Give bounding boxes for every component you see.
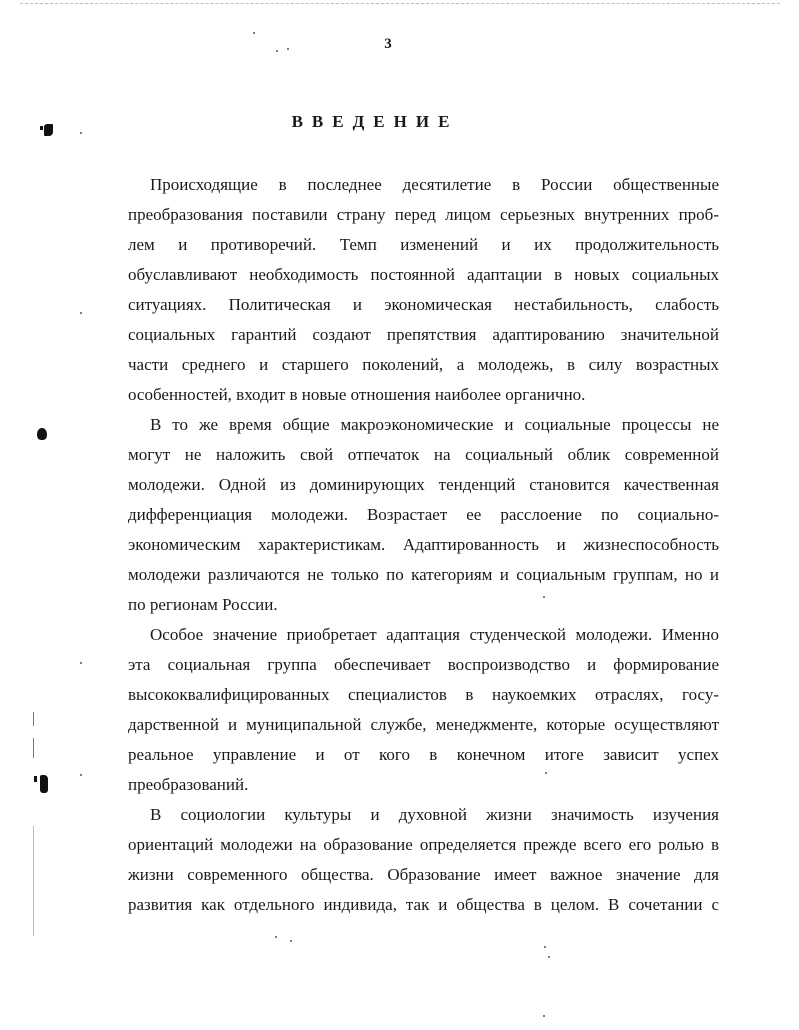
text-line: В то же время общие макроэкономические и социальные процессы не — [150, 415, 719, 434]
scan-mark — [40, 775, 48, 793]
text-line: социальных гарантий создают препятствия адаптированию значительной — [128, 325, 719, 344]
text-line: обуславливают необходимость постоянной адаптации в новых социальных — [128, 265, 719, 284]
scan-speck — [287, 48, 289, 50]
scan-speck — [544, 946, 546, 948]
paragraph — [128, 170, 719, 410]
scan-speck — [275, 936, 277, 938]
scan-edge-line — [33, 738, 34, 758]
scan-top-edge — [20, 3, 780, 4]
text-line: дифференциация молодежи. Возрастает ее расслоение по социально- — [128, 505, 719, 524]
body-text — [128, 170, 719, 920]
text-line: преобразований. — [128, 775, 249, 794]
scan-speck — [80, 312, 82, 314]
scan-speck — [80, 774, 82, 776]
scan-mark — [44, 124, 53, 136]
text-line: эта социальная группа обеспечивает воспроизводство и формирование — [128, 655, 719, 674]
text-line: ориентаций молодежи на образование определяется прежде всего его ролью в — [128, 835, 719, 854]
text-line: молодежи. Одной из доминирующих тенденций становится качественная — [128, 475, 719, 494]
scan-speck — [276, 50, 278, 52]
text-line: молодежи различаются не только по категориям и социальным группам, но и — [128, 565, 719, 584]
scan-mark — [40, 126, 43, 130]
text-line: лем и противоречий. Темп изменений и их продолжительность — [128, 235, 719, 254]
text-line: высококвалифицированных специалистов в наукоемких отраслях, госу- — [128, 685, 719, 704]
text-line: развития как отдельного индивида, так и общества в целом. В сочетании с — [128, 895, 719, 914]
scan-edge-line — [33, 712, 34, 726]
text-line: по регионам России. — [128, 595, 278, 614]
scan-mark — [34, 776, 37, 782]
scan-speck — [80, 132, 82, 134]
text-line: дарственной и муниципальной службе, менеджменте, которые осуществляют — [128, 715, 719, 734]
scan-speck — [543, 1015, 545, 1017]
scan-mark — [37, 428, 47, 440]
scan-speck — [548, 956, 550, 958]
page-number: 3 — [384, 36, 392, 52]
text-line: жизни современного общества. Образование имеет важное значение для — [128, 865, 719, 884]
text-line: преобразования поставили страну перед лицом серьезных внутренних проб- — [128, 205, 719, 224]
page-title: ВВЕДЕНИЕ — [291, 112, 459, 131]
scan-speck — [290, 940, 292, 942]
scan-speck — [253, 32, 255, 34]
text-line: В социологии культуры и духовной жизни значимость изучения — [150, 805, 719, 824]
paragraph — [128, 410, 719, 620]
paragraph — [128, 620, 719, 800]
text-line: могут не наложить свой отпечаток на социальный облик современной — [128, 445, 719, 464]
text-line: части среднего и старшего поколений, а молодежь, в силу возрастных — [128, 355, 719, 374]
scan-speck — [545, 772, 547, 774]
scan-speck — [543, 596, 545, 598]
scan-edge-line — [33, 826, 34, 936]
text-line: экономическим характеристикам. Адаптированность и жизнеспособность — [128, 535, 719, 554]
scan-speck — [80, 662, 82, 664]
text-line: особенностей, входит в новые отношения наиболее органично. — [128, 385, 586, 404]
text-line: ситуациях. Политическая и экономическая нестабильность, слабость — [128, 295, 719, 314]
text-line: Особое значение приобретает адаптация студенческой молодежи. Именно — [150, 625, 719, 644]
text-line: реальное управление и от кого в конечном итоге зависит успех — [128, 745, 719, 764]
paragraph — [128, 800, 719, 920]
text-line: Происходящие в последнее десятилетие в России общественные — [150, 175, 719, 194]
